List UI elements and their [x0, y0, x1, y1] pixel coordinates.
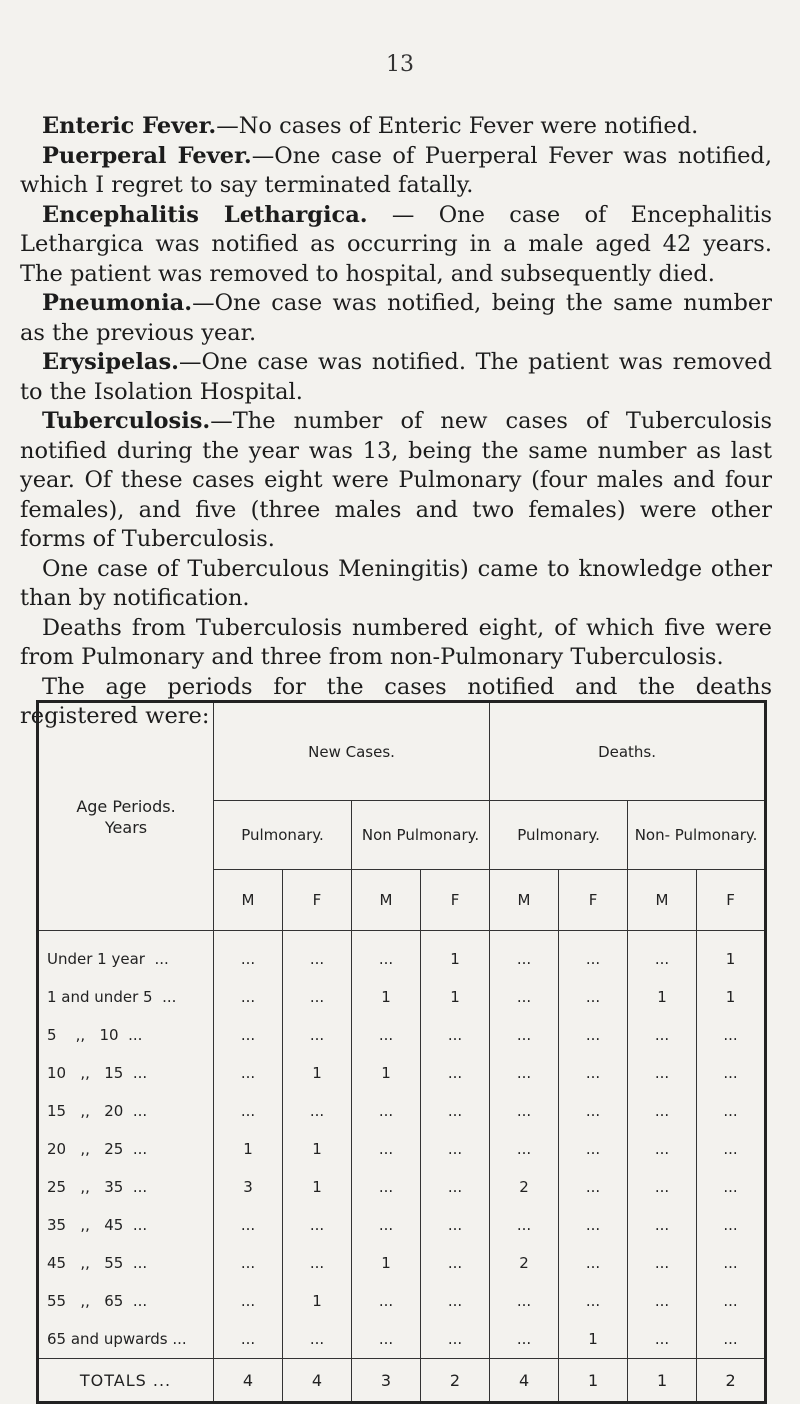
count-cell: ... — [214, 1282, 283, 1320]
count-cell: 1 — [559, 1320, 628, 1359]
deaths-pulmonary-header: Pulmonary. — [490, 801, 628, 870]
table-row — [38, 1054, 766, 1092]
totals-row — [38, 1359, 766, 1403]
paragraph-tb-deaths — [20, 614, 772, 673]
count-cell: ... — [283, 931, 352, 979]
count-cell: ... — [214, 1016, 283, 1054]
count-cell: ... — [490, 978, 559, 1016]
heading-erysipelas: Erysipelas. — [42, 349, 179, 375]
sex-header-m: M — [214, 870, 283, 931]
paragraph-meningitis — [20, 555, 772, 614]
count-cell: ... — [628, 1016, 697, 1054]
count-cell: 1 — [697, 978, 766, 1016]
table-row — [38, 1244, 766, 1282]
count-cell: ... — [697, 1282, 766, 1320]
count-cell: 1 — [421, 931, 490, 979]
table-row — [38, 978, 766, 1016]
age-periods-header — [38, 702, 214, 931]
new-cases-pulmonary-header: Pulmonary. — [214, 801, 352, 870]
age-periods-table — [36, 700, 767, 1404]
count-cell: ... — [352, 1130, 421, 1168]
count-cell: ... — [421, 1016, 490, 1054]
count-cell: ... — [214, 1092, 283, 1130]
count-cell: 1 — [352, 1244, 421, 1282]
count-cell: ... — [559, 1130, 628, 1168]
count-cell: ... — [559, 1244, 628, 1282]
paragraph-encephalitis — [20, 201, 772, 290]
count-cell: ... — [421, 1092, 490, 1130]
paragraph-puerperal-fever — [20, 142, 772, 201]
count-cell: ... — [559, 1016, 628, 1054]
count-cell: ... — [559, 978, 628, 1016]
total-cell: 1 — [559, 1359, 628, 1403]
count-cell: 1 — [283, 1282, 352, 1320]
text-encephalitis: — One case of Encephalitis Lethargica was notified as occurring in a male aged 42 years. The patient was removed to hospital, and subsequently died. — [20, 201, 772, 287]
total-cell: 2 — [697, 1359, 766, 1403]
count-cell: ... — [352, 1092, 421, 1130]
age-period-cell: 20 ,, 25 ... — [38, 1130, 214, 1168]
age-period-cell: 1 and under 5 ... — [38, 978, 214, 1016]
count-cell: ... — [421, 1320, 490, 1359]
age-period-cell: 55 ,, 65 ... — [38, 1282, 214, 1320]
count-cell: 1 — [421, 978, 490, 1016]
count-cell: ... — [352, 1282, 421, 1320]
count-cell: ... — [490, 1130, 559, 1168]
age-periods-table-wrap — [36, 700, 764, 1404]
count-cell: 2 — [490, 1168, 559, 1206]
count-cell: ... — [559, 1168, 628, 1206]
count-cell: ... — [214, 1054, 283, 1092]
count-cell: ... — [421, 1206, 490, 1244]
count-cell: ... — [490, 1016, 559, 1054]
age-period-cell: Under 1 year ... — [38, 931, 214, 979]
count-cell: ... — [628, 1054, 697, 1092]
count-cell: ... — [559, 1206, 628, 1244]
count-cell: 1 — [283, 1130, 352, 1168]
sex-header-m: M — [628, 870, 697, 931]
count-cell: 1 — [628, 978, 697, 1016]
table-row — [38, 1320, 766, 1359]
sex-header-m: M — [490, 870, 559, 931]
paragraph-enteric-fever — [20, 112, 772, 142]
count-cell: ... — [352, 931, 421, 979]
text-pneumonia: —One case was notified, being the same number as the previous year. — [20, 290, 772, 346]
heading-tuberculosis: Tuberculosis. — [42, 408, 211, 434]
count-cell: ... — [490, 1282, 559, 1320]
count-cell: ... — [490, 931, 559, 979]
count-cell: ... — [628, 1320, 697, 1359]
total-cell: 2 — [421, 1359, 490, 1403]
years-label: Years — [104, 817, 148, 837]
count-cell: 1 — [283, 1168, 352, 1206]
new-cases-non-pulmonary-header: Non Pulmonary. — [352, 801, 490, 870]
count-cell: ... — [352, 1016, 421, 1054]
age-period-cell: 15 ,, 20 ... — [38, 1092, 214, 1130]
deaths-non-pulmonary-header: Non- Pulmonary. — [628, 801, 766, 870]
age-periods-label: Age Periods. — [76, 796, 176, 816]
total-cell: 4 — [490, 1359, 559, 1403]
age-period-cell: 65 and upwards ... — [38, 1320, 214, 1359]
report-text — [20, 112, 772, 732]
totals-label: TOTALS ... — [38, 1359, 214, 1403]
count-cell: ... — [628, 931, 697, 979]
count-cell: ... — [697, 1244, 766, 1282]
count-cell: ... — [628, 1168, 697, 1206]
sex-header-f: F — [697, 870, 766, 931]
text-tuberculosis: —The number of new cases of Tuberculosis notified during the year was 13, being the same number as last year. Of these cases eight were Pulmonary (four males and four females), and five (three males and two females) were other forms of Tuberculosis. — [20, 408, 772, 552]
total-cell: 3 — [352, 1359, 421, 1403]
count-cell: ... — [214, 1320, 283, 1359]
count-cell: ... — [628, 1130, 697, 1168]
age-period-cell: 10 ,, 15 ... — [38, 1054, 214, 1092]
text-meningitis: One case of Tuberculous Meningitis) came to knowledge other than by notification. — [20, 555, 772, 611]
count-cell: ... — [559, 931, 628, 979]
count-cell: ... — [697, 1168, 766, 1206]
count-cell: ... — [559, 1282, 628, 1320]
heading-enteric-fever: Enteric Fever. — [42, 113, 217, 139]
count-cell: ... — [490, 1206, 559, 1244]
page-number: 13 — [386, 52, 414, 77]
count-cell: ... — [697, 1054, 766, 1092]
count-cell: ... — [352, 1168, 421, 1206]
heading-puerperal-fever: Puerperal Fever. — [42, 142, 252, 169]
sex-header-m: M — [352, 870, 421, 931]
count-cell: ... — [283, 1016, 352, 1054]
count-cell: ... — [214, 931, 283, 979]
count-cell: ... — [490, 1054, 559, 1092]
count-cell: ... — [352, 1320, 421, 1359]
table-row — [38, 931, 766, 979]
count-cell: ... — [421, 1130, 490, 1168]
count-cell: 1 — [352, 978, 421, 1016]
age-period-cell: 45 ,, 55 ... — [38, 1244, 214, 1282]
count-cell: 1 — [214, 1130, 283, 1168]
count-cell: ... — [352, 1206, 421, 1244]
paragraph-tuberculosis — [20, 407, 772, 555]
table-row — [38, 1168, 766, 1206]
total-cell: 1 — [628, 1359, 697, 1403]
count-cell: ... — [214, 978, 283, 1016]
text-puerperal-fever: —One case of Puerperal Fever was notified, which I regret to say terminated fatally. — [20, 142, 772, 198]
paragraph-erysipelas — [20, 348, 772, 407]
count-cell: ... — [421, 1282, 490, 1320]
count-cell: ... — [283, 1244, 352, 1282]
table-body — [38, 931, 766, 1403]
count-cell: ... — [283, 1320, 352, 1359]
table-row — [38, 1206, 766, 1244]
table-row — [38, 1092, 766, 1130]
table-row — [38, 1016, 766, 1054]
paragraph-pneumonia — [20, 289, 772, 348]
new-cases-header: New Cases. — [214, 702, 490, 801]
text-enteric-fever: —No cases of Enteric Fever were notified. — [216, 113, 699, 139]
text-erysipelas: —One case was notified. The patient was removed to the Isolation Hospital. — [20, 349, 772, 405]
count-cell: 1 — [283, 1054, 352, 1092]
count-cell: 1 — [697, 931, 766, 979]
heading-pneumonia: Pneumonia. — [42, 290, 193, 316]
count-cell: ... — [697, 1320, 766, 1359]
count-cell: ... — [628, 1206, 697, 1244]
count-cell: ... — [697, 1016, 766, 1054]
count-cell: ... — [628, 1244, 697, 1282]
table-row — [38, 1130, 766, 1168]
sex-header-f: F — [421, 870, 490, 931]
count-cell: ... — [628, 1282, 697, 1320]
count-cell: 1 — [352, 1054, 421, 1092]
count-cell: 2 — [490, 1244, 559, 1282]
total-cell: 4 — [214, 1359, 283, 1403]
total-cell: 4 — [283, 1359, 352, 1403]
heading-encephalitis: Encephalitis Lethargica. — [42, 201, 368, 228]
count-cell: ... — [559, 1092, 628, 1130]
count-cell: 3 — [214, 1168, 283, 1206]
count-cell: ... — [214, 1244, 283, 1282]
deaths-header: Deaths. — [490, 702, 766, 801]
count-cell: ... — [421, 1168, 490, 1206]
age-period-cell: 25 ,, 35 ... — [38, 1168, 214, 1206]
age-period-cell: 5 ,, 10 ... — [38, 1016, 214, 1054]
text-age-periods: The age periods for the cases notified and the deaths registered were: — [20, 673, 772, 729]
count-cell: ... — [697, 1092, 766, 1130]
count-cell: ... — [283, 978, 352, 1016]
text-tb-deaths: Deaths from Tuberculosis numbered eight, of which five were from Pulmonary and three from non-Pulmonary Tuberculosis. — [20, 614, 772, 670]
count-cell: ... — [214, 1206, 283, 1244]
count-cell: ... — [283, 1206, 352, 1244]
count-cell: ... — [559, 1054, 628, 1092]
sex-header-f: F — [283, 870, 352, 931]
table-row — [38, 1282, 766, 1320]
count-cell: ... — [283, 1092, 352, 1130]
age-period-cell: 35 ,, 45 ... — [38, 1206, 214, 1244]
count-cell: ... — [421, 1244, 490, 1282]
count-cell: ... — [490, 1320, 559, 1359]
count-cell: ... — [628, 1092, 697, 1130]
count-cell: ... — [697, 1130, 766, 1168]
count-cell: ... — [421, 1054, 490, 1092]
count-cell: ... — [490, 1092, 559, 1130]
count-cell: ... — [697, 1206, 766, 1244]
sex-header-f: F — [559, 870, 628, 931]
